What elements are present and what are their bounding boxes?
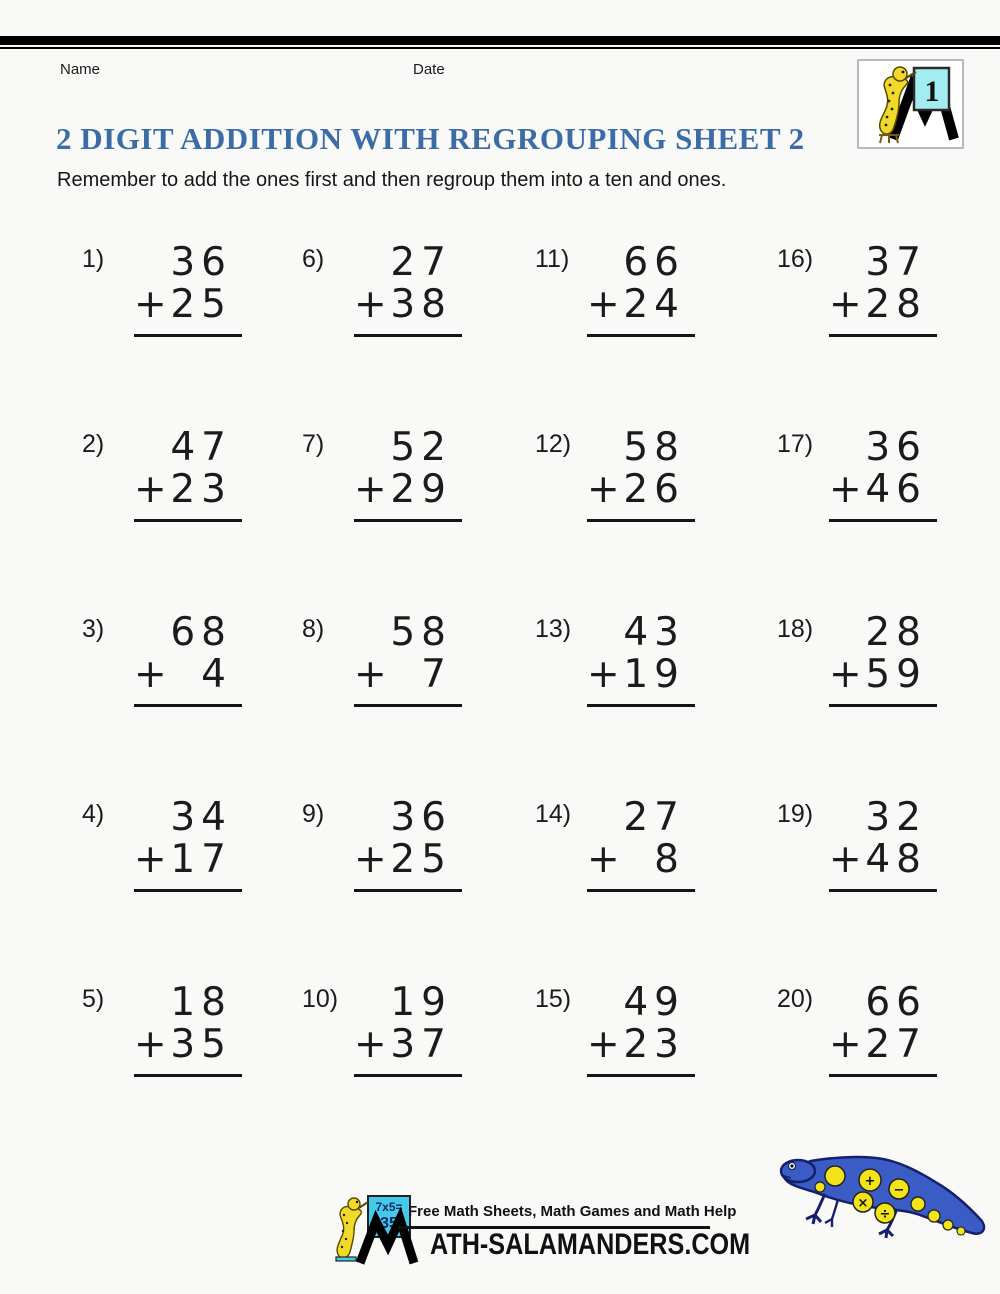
top-addend: 27 [390,240,452,285]
problem-number-label: 6) [302,245,325,273]
problem-number-label: 1) [82,245,105,273]
problem-number-label: 19) [777,800,814,828]
footer-tagline: Free Math Sheets, Math Games and Math Help [408,1203,737,1220]
svg-text:×: × [857,1196,869,1211]
problems-grid [82,242,962,1167]
problem-number-label: 3) [82,615,105,643]
top-addend: 58 [623,425,685,470]
bottom-addend-row [829,654,937,696]
top-addend: 66 [865,980,927,1025]
bottom-addend-row [587,284,695,326]
problem-column-sum [134,797,242,892]
salamander-body [781,1157,984,1238]
plus-operator: + [354,467,387,513]
problem-number-label: 10) [302,985,339,1013]
bottom-addend-row [134,1024,242,1066]
problem-column-sum [587,612,695,707]
problem-14 [535,797,777,982]
problem-13 [535,612,777,797]
bottom-addend: 46 [865,467,927,513]
bottom-addend-row [134,839,242,881]
salamander-graphic [775,1130,995,1240]
bottom-addend: 38 [390,282,452,328]
problem-number-label: 7) [302,430,325,458]
bottom-addend: 4 [201,652,232,698]
problem-column-sum [354,242,462,337]
top-addend: 52 [390,425,452,470]
problem-column-sum [354,982,462,1077]
top-divider-thin-line [0,47,1000,49]
bottom-addend: 17 [170,837,232,883]
top-addend: 58 [390,610,452,655]
plus-operator: + [829,1022,862,1068]
date-label: Date [413,61,445,78]
bottom-addend-row [587,469,695,511]
bottom-addend-row [354,654,462,696]
top-addend: 36 [865,425,927,470]
plus-operator: + [354,1022,387,1068]
problem-column-sum [587,797,695,892]
problem-number-label: 16) [777,245,814,273]
plus-operator: + [354,282,387,328]
bottom-addend-row [354,469,462,511]
problem-number-label: 18) [777,615,814,643]
top-addend: 47 [170,425,232,470]
problem-column-sum [354,612,462,707]
instruction-text: Remember to add the ones first and then regroup them into a ten and ones. [57,169,727,191]
bottom-addend: 37 [390,1022,452,1068]
bottom-addend: 28 [865,282,927,328]
problem-number-label: 2) [82,430,105,458]
problem-column-sum [829,982,937,1077]
problem-4 [82,797,302,982]
salamander-illustration [775,1130,995,1245]
plus-operator: + [134,282,167,328]
bottom-addend-row [587,654,695,696]
problem-16 [777,242,962,427]
plus-operator: + [829,837,862,883]
bottom-addend: 24 [623,282,685,328]
plus-operator: + [134,467,167,513]
plus-operator: + [587,837,620,883]
bottom-addend: 7 [421,652,452,698]
bottom-addend-row [354,284,462,326]
bottom-addend-row [134,284,242,326]
bottom-addend: 25 [390,837,452,883]
bottom-addend: 48 [865,837,927,883]
problem-7 [302,427,535,612]
bottom-addend: 29 [390,467,452,513]
name-label: Name [60,61,101,78]
bottom-addend: 19 [623,652,685,698]
plus-operator: + [829,282,862,328]
problem-column-sum [829,612,937,707]
plus-operator: + [587,467,620,513]
problem-column-sum [829,242,937,337]
bottom-addend-row [829,284,937,326]
problem-number-label: 14) [535,800,572,828]
bottom-addend: 27 [865,1022,927,1068]
problem-17 [777,427,962,612]
problem-column-sum [587,427,695,522]
top-addend: 32 [865,795,927,840]
problem-column-sum [354,427,462,522]
plus-operator: + [587,282,620,328]
plus-operator: + [354,652,387,698]
problem-number-label: 17) [777,430,814,458]
top-addend: 66 [623,240,685,285]
problem-number-label: 12) [535,430,572,458]
bottom-addend-row [354,839,462,881]
problem-number-label: 5) [82,985,105,1013]
top-addend: 19 [390,980,452,1025]
plus-operator: + [587,1022,620,1068]
problem-5 [82,982,302,1167]
footer-board-line1: 7x5= [375,1200,403,1214]
problem-6 [302,242,535,427]
problem-19 [777,797,962,982]
problem-number-label: 9) [302,800,325,828]
problem-9 [302,797,535,982]
bottom-addend: 25 [170,282,232,328]
bottom-addend-row [134,469,242,511]
plus-operator: + [829,652,862,698]
bottom-addend-row [587,1024,695,1066]
problem-11 [535,242,777,427]
problem-18 [777,612,962,797]
bottom-addend: 8 [654,837,685,883]
bottom-addend: 23 [170,467,232,513]
bottom-addend-row [354,1024,462,1066]
problem-number-label: 11) [535,245,570,273]
problem-15 [535,982,777,1167]
problem-column-sum [134,612,242,707]
plus-operator: + [134,1022,167,1068]
bottom-addend-row [829,469,937,511]
problem-column-sum [134,427,242,522]
bottom-addend: 26 [623,467,685,513]
math-salamanders-badge [857,59,964,149]
top-addend: 36 [170,240,232,285]
problem-column-sum [354,797,462,892]
bottom-addend-row [134,654,242,696]
bottom-addend: 35 [170,1022,232,1068]
bottom-addend-row [829,1024,937,1066]
top-addend: 34 [170,795,232,840]
plus-operator: + [829,467,862,513]
problem-number-label: 13) [535,615,572,643]
problem-number-label: 20) [777,985,814,1013]
footer-board-line2: 35 [380,1215,398,1232]
plus-operator: + [134,837,167,883]
badge-logo-graphic [859,61,962,147]
svg-text:÷: ÷ [879,1207,891,1222]
logo-badge-number: 1 [924,75,940,108]
problem-column-sum [587,242,695,337]
problem-column-sum [829,427,937,522]
problem-number-label: 8) [302,615,325,643]
svg-text:+: + [864,1174,876,1189]
problem-column-sum [829,797,937,892]
bottom-addend: 59 [865,652,927,698]
problem-column-sum [134,242,242,337]
problem-1 [82,242,302,427]
plus-operator: + [134,652,167,698]
top-addend: 49 [623,980,685,1025]
bottom-addend-row [829,839,937,881]
problem-2 [82,427,302,612]
svg-text:−: − [893,1183,905,1198]
top-addend: 68 [170,610,232,655]
top-addend: 43 [623,610,685,655]
top-addend: 27 [623,795,685,840]
top-addend: 28 [865,610,927,655]
top-addend: 37 [865,240,927,285]
problem-12 [535,427,777,612]
bottom-addend-row [587,839,695,881]
problem-10 [302,982,535,1167]
footer-site-text: ATH-SALAMANDERS.COM [430,1228,751,1261]
problem-3 [82,612,302,797]
top-addend: 18 [170,980,232,1025]
problem-number-label: 15) [535,985,572,1013]
problem-column-sum [134,982,242,1077]
problem-column-sum [587,982,695,1077]
problem-8 [302,612,535,797]
plus-operator: + [354,837,387,883]
top-addend: 36 [390,795,452,840]
problem-number-label: 4) [82,800,105,828]
plus-operator: + [587,652,620,698]
page-title: 2 DIGIT ADDITION WITH REGROUPING SHEET 2 [56,121,805,156]
top-divider [0,36,1000,49]
bottom-addend: 23 [623,1022,685,1068]
top-divider-thick-line [0,36,1000,45]
